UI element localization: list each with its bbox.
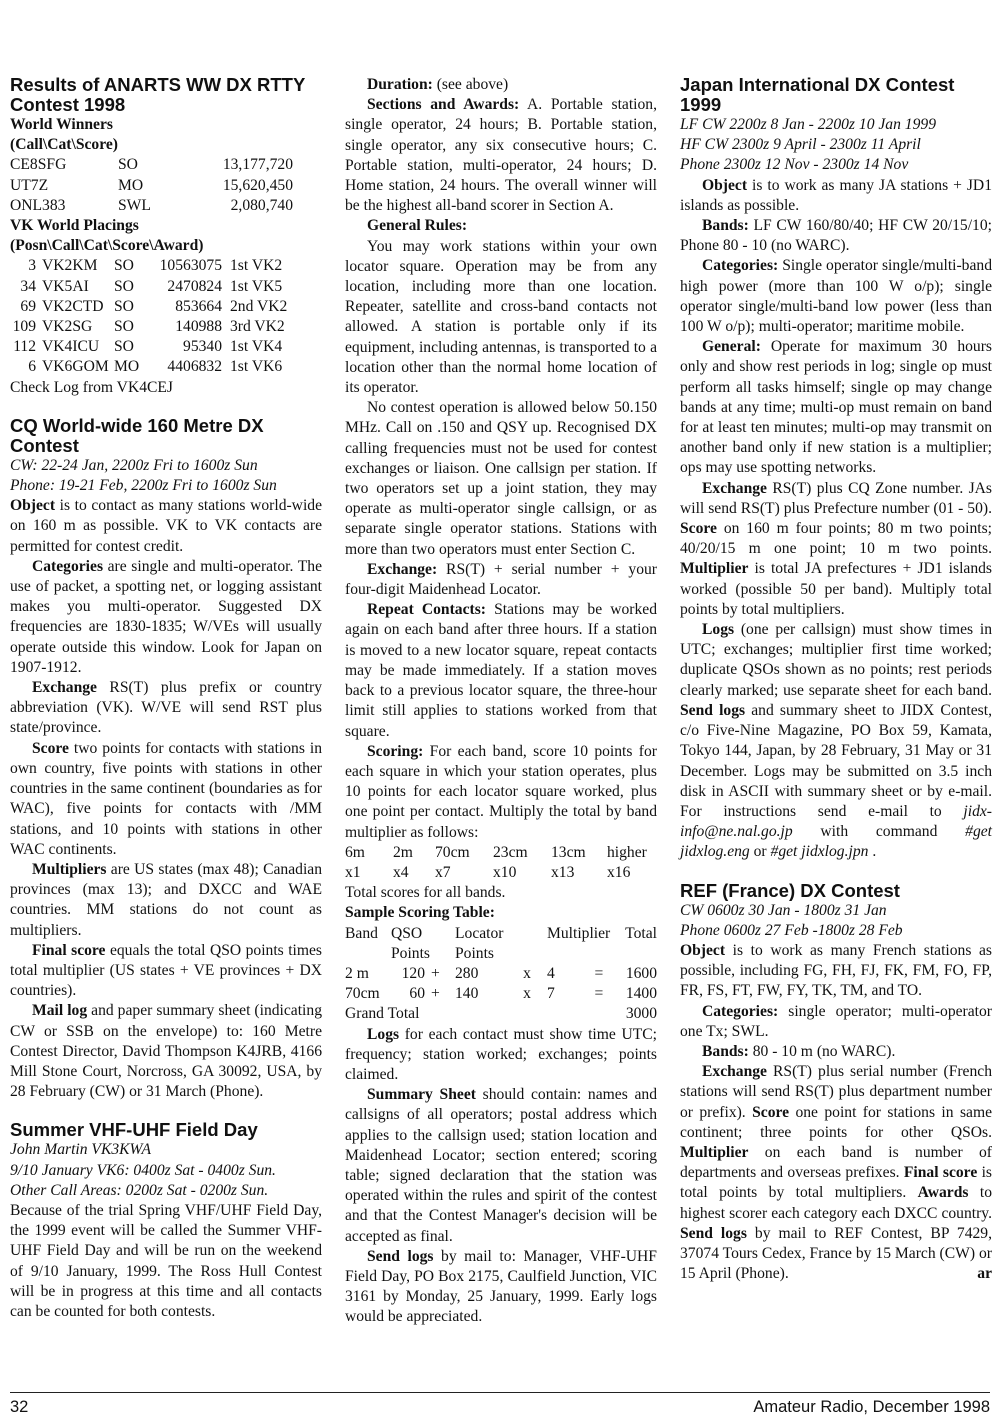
table-row	[345, 964, 657, 984]
vhf-repeat: Repeat Contacts: Stations may be worked again on each band after three hours. If a station is moved to a new locator square, repeat contacts may be made immediately. If a station moves back to a previous locator square, the three-hour limit still applies to stations worked from that square.	[345, 601, 658, 740]
magazine-issue: Amateur Radio, December 1998	[753, 1398, 990, 1416]
table-cell: VK5AI	[42, 277, 89, 295]
cq160-score: Score two points for contacts with stations in own country, five points with stations in other countries in the same continent (boundaries as for WAC), five points for contacts with /MM stations, and 10 points with stations in other WAC continents.	[10, 739, 322, 858]
table-cell: VK6GOM	[42, 358, 109, 376]
table-cell: SO	[114, 338, 134, 356]
table-cell: 2470824	[167, 277, 222, 295]
japan-exchange: Exchange RS(T) plus CQ Zone number. JAs will send RS(T) plus Prefecture number (01 - 50). Score on 160 m four points; 80 m two points; 40/20/15 m one point; 10 m two points. Multiplier is total JA prefectures + JD1 islands worked (possible 50 per band). Multiply total points by total multipliers.	[680, 479, 992, 618]
vhf-general-p2: No contest operation is allowed below 50.150 MHz. Call on .150 and QSY up. Recognised DX calling frequencies must not be used for contest exchanges or liaison. One callsign per station. If two operators set up a joint station, they may operate as multi-operator single callsign, or as separate single operator stations. Stations with more than two operators must enter Section C.	[345, 399, 657, 558]
japan-title: Japan International DX Contest 1999	[680, 74, 955, 115]
column-left	[10, 75, 322, 1322]
table-cell: 853664	[175, 297, 222, 315]
table-cell: x13	[551, 863, 575, 881]
vk-placings-heading: VK World Placings	[10, 217, 139, 235]
table-cell: x7	[435, 863, 451, 881]
japan-command-eng: #get jidxlog.eng	[680, 823, 992, 861]
table-row	[10, 176, 293, 196]
table-cell: 2nd VK2	[230, 297, 288, 315]
table-cell: 2m	[393, 843, 413, 861]
table-cell: x16	[607, 863, 631, 881]
table-cell: VK2KM	[42, 257, 98, 275]
table-cell: =	[594, 985, 604, 1003]
table-row	[10, 357, 320, 377]
table-cell: higher	[607, 843, 647, 861]
table-cell: VK2SG	[42, 318, 93, 336]
vhf-scoring: Scoring: For each band, score 10 points for each square in which your station operates, plus 10 points for each locator square worked, plus one point per contact. Multiply the total by band multiplier as follows:	[345, 742, 657, 841]
table-row	[10, 297, 320, 317]
japan-object: Object is to work as many JA stations + JD1 islands as possible.	[680, 176, 992, 214]
ref-bands: Bands: 80 - 10 m (no WARC).	[702, 1042, 896, 1060]
table-cell: 112	[13, 338, 36, 356]
vhf-dates-vk6: 9/10 January VK6: 0400z Sat - 0400z Sun.	[10, 1161, 276, 1179]
table-cell: 7	[547, 985, 555, 1003]
cq160-multipliers: Multipliers are US states (max 48); Canadian provinces (max 13); and DXCC and WAE countries. MM stations do not count as multipliers.	[10, 860, 322, 939]
table-cell: Points	[391, 944, 430, 962]
sample-scoring-table	[345, 924, 657, 1025]
table-cell: 109	[12, 318, 36, 336]
table-cell: ONL383	[10, 196, 66, 214]
band-multiplier-table	[345, 843, 657, 883]
table-cell: 140	[455, 985, 479, 1003]
table-cell: 70cm	[345, 985, 380, 1003]
world-winners-table	[10, 155, 293, 216]
table-cell: Points	[455, 944, 494, 962]
vhf-send-logs: Send logs by mail to: Manager, VHF-UHF Field Day, PO Box 2175, Caulfield Junction, VIC 3161 by Monday, 25 January, 1999. Early logs would be appreciated.	[345, 1247, 657, 1326]
ref-title: REF (France) DX Contest	[680, 879, 900, 901]
table-cell: Multiplier	[547, 924, 611, 942]
japan-categories: Categories: Single operator single/multi-band high power (more than 100 W o/p); single operator single/multi-band low power (less than 100 W o/p); multi-operator; maritime mobile.	[680, 257, 992, 336]
table-cell: 1st VK6	[230, 358, 283, 376]
column-middle	[345, 75, 657, 1328]
table-row	[10, 155, 293, 175]
vhf-sections: Sections and Awards: A. Portable station, single operator, 24 hours; B. Portable station, single operator, any six consecutive hours; C. Portable station, multi-operator, 24 hours; D. Home station, 24 hours. The overall winner will be the highest all-band scorer in Section A.	[345, 96, 657, 215]
table-cell: QSO	[391, 924, 423, 942]
table-cell: 23cm	[493, 843, 528, 861]
cq160-object: Object is to contact as many stations world-wide on 160 m as possible. VK to VK contacts are permitted for contest credit.	[10, 497, 322, 555]
table-cell: =	[594, 964, 604, 982]
table-cell: 1st VK4	[230, 338, 283, 356]
table-row	[345, 843, 657, 863]
vhf-general-p1: You may work stations within your own locator square. Operation may be from any location, including more than one location. Repeater, satellite and cross-band contacts not allowed. A station is portable only if its equipment, including antennas, is transported to a location other than the normal home location of its operator.	[345, 237, 657, 397]
table-cell: 4	[547, 964, 555, 982]
japan-dates-lf: LF CW 2200z 8 Jan - 2200z 10 Jan 1999	[680, 116, 936, 133]
japan-dates-hf: HF CW 2300z 9 April - 2300z 11 April	[680, 136, 921, 154]
table-cell: MO	[118, 176, 144, 194]
table-cell: Locator	[455, 924, 504, 942]
table-cell: 2,080,740	[230, 196, 293, 214]
table-cell: 2 m	[345, 964, 369, 982]
table-cell: 95340	[183, 338, 222, 356]
vhf-exchange: Exchange: RS(T) + serial number + your four-digit Maidenhead Locator.	[345, 560, 657, 599]
table-cell: 6m	[345, 843, 365, 861]
japan-dates-phone: Phone 2300z 12 Nov - 2300z 14 Nov	[680, 156, 909, 174]
anarts-title: Results of ANARTS WW DX RTTY Contest 1998	[10, 74, 305, 115]
table-cell: Total	[625, 924, 657, 942]
japan-email-address: jidx-info@ne.nal.go.jp	[680, 802, 992, 841]
table-cell: SWL	[118, 196, 151, 214]
table-cell: SO	[114, 297, 134, 315]
page-number: 32	[10, 1398, 29, 1416]
table-cell: 1400	[625, 985, 657, 1003]
table-cell: 69	[20, 297, 36, 315]
ref-exchange: Exchange RS(T) plus serial number (French stations will send RS(T) plus department number or prefix). Score one point for stations in same continent; three points for other QSOs. Multiplier on each band is number of departments and overseas prefixes. Final score is total points by total multipliers. Awards to highest scorer each category each DXCC country. Send logs by mail to REF Contest, BP 7429, 37074 Tours Cedex, France by 15 March (CW) or 15 April (Phone). ar	[680, 1062, 992, 1284]
table-cell: 6	[28, 358, 36, 376]
table-cell: 1st VK5	[230, 277, 283, 295]
table-cell: x4	[393, 863, 409, 881]
japan-command-jpn: #get jidxlog.jpn	[770, 843, 869, 861]
table-cell: 3000	[625, 1005, 657, 1023]
table-cell: 70cm	[435, 843, 470, 861]
ref-dates-phone: Phone 0600z 27 Feb -1800z 28 Feb	[680, 921, 903, 939]
table-row	[345, 984, 657, 1004]
table-cell: x	[523, 964, 531, 982]
table-cell: 140988	[175, 318, 222, 336]
table-cell: MO	[114, 358, 140, 376]
table-row	[10, 256, 320, 276]
table-cell: 280	[455, 964, 479, 982]
vhf-general-heading: General Rules:	[367, 217, 468, 235]
japan-logs: Logs (one per callsign) must show times in UTC; exchanges; multiplier first time worked; duplicate QSOs shown as no points; rest periods clearly marked; use separate sheet for each band. Send logs and summary sheet to JIDX Contest, c/o Five-Nine Magazine, PO Box 59, Kamata, Tokyo 144, Japan, by 28 February, 31 May or 31 December. Logs may be submitted on 3.5 inch disk in ASCII with summary sheet or by e-mail. For instructions send e-mail to jidx-info@ne.nal.go.jp with command #get jidxlog.eng or #get jidxlog.jpn .	[680, 621, 992, 861]
table-cell: SO	[114, 277, 134, 295]
cq160-final-score: Final score equals the total QSO points times total multiplier (US states + VE provinces + DX countries).	[10, 941, 322, 1000]
vhf-logs: Logs for each contact must show time UTC; frequency; station worked; exchanges; points claimed.	[345, 1025, 657, 1083]
table-row	[10, 277, 320, 297]
vhf-dates-other: Other Call Areas: 0200z Sat - 0200z Sun.	[10, 1181, 269, 1199]
ref-categories: Categories: single operator; multi-operator one Tx; SWL.	[680, 1002, 992, 1040]
vhf-author: John Martin VK3KWA	[10, 1141, 151, 1159]
ref-dates-cw: CW 0600z 30 Jan - 1800z 31 Jan	[680, 901, 887, 919]
table-cell: 3	[28, 257, 36, 275]
japan-bands: Bands: LF CW 160/80/40; HF CW 20/15/10; Phone 80 - 10 (no WARC).	[680, 217, 992, 255]
cq160-categories: Categories are single and multi-operator. The use of packet, a spotting net, or logging assistant makes you multi-operator. Suggested DX frequencies are 1830-1835; W/VEs will usually operate outside this window. Look for Japan on 1907-1912.	[10, 557, 322, 676]
cq160-dates-cw: CW: 22-24 Jan, 2200z Fri to 1600z Sun	[10, 456, 258, 474]
table-cell: x10	[493, 863, 517, 881]
check-log-note: Check Log from VK4CEJ	[10, 378, 173, 396]
cq160-exchange: Exchange RS(T) plus prefix or country abbreviation (VK). W/VE will send RST plus state/province.	[10, 679, 322, 737]
table-cell: SO	[114, 318, 134, 336]
table-cell: CE8SFG	[10, 156, 67, 174]
table-cell: 13,177,720	[222, 156, 293, 174]
table-row	[345, 1004, 657, 1024]
table-row	[345, 924, 657, 944]
ref-object: Object is to work as many French stations as possible, including FG, FH, FJ, FK, FM, FO, FP, FR, FS, FT, FW, FY, TK, TM, and TO.	[680, 941, 992, 1000]
table-row	[10, 337, 320, 357]
table-cell: SO	[118, 156, 138, 174]
table-cell: 3rd VK2	[230, 318, 285, 336]
table-row	[10, 196, 293, 216]
cq160-mail-log: Mail log and paper summary sheet (indicating CW or SSB on the envelope) to: 160 Metre Contest Director, David Thompson K4JRB, 4166 Mill Stone Court, Norcross, GA 30092, USA, by 28 February (CW) or 31 March (Phone).	[10, 1002, 322, 1101]
footer-divider	[10, 1392, 990, 1393]
table-cell: 1st VK2	[230, 257, 283, 275]
table-cell: 4406832	[167, 358, 222, 376]
table-row	[345, 863, 657, 883]
table-cell: SO	[114, 257, 134, 275]
table-cell: 13cm	[551, 843, 586, 861]
table-cell: x	[523, 985, 531, 1003]
table-cell: 1600	[625, 964, 657, 982]
table-cell: Band	[345, 924, 378, 942]
vk-placings-table	[10, 256, 320, 377]
japan-general: General: Operate for maximum 30 hours only and show rest periods in log; single op must perform all tasks himself; single op may change bands at any time; multi-op must remain on band for at least ten minutes; multi-op may transmit on another band only if new station is a multiplier; ops may use spotting networks.	[680, 338, 992, 477]
table-cell: UT7Z	[10, 176, 49, 194]
column-right	[680, 75, 992, 1284]
table-cell: 34	[20, 277, 36, 295]
table-cell: Grand Total	[345, 1005, 420, 1023]
table-cell: +	[431, 964, 440, 982]
vk-placings-columns: (Posn\Call\Cat\Score\Award)	[10, 237, 204, 255]
vhf-summary-sheet: Summary Sheet should contain: names and callsigns of all operators; postal address which applies to the callsign used; station location and Maidenhead Locator; section entered; scoring table; signed declaration that the station was operated within the rules and spirit of the contest and that the Contest Manager's decision will be accepted as final.	[345, 1086, 658, 1245]
table-cell: x1	[345, 863, 361, 881]
vhf-title: Summer VHF-UHF Field Day	[10, 1119, 258, 1141]
table-row	[10, 317, 320, 337]
table-cell: 10563075	[159, 257, 222, 275]
table-cell: 120	[401, 964, 425, 982]
table-cell: +	[431, 985, 440, 1003]
world-winners-columns: (Call\Cat\Score)	[10, 136, 118, 154]
table-cell: VK4ICU	[42, 338, 100, 356]
table-cell: VK2CTD	[42, 297, 104, 315]
table-cell: 60	[409, 985, 425, 1003]
table-row	[345, 944, 657, 964]
author-end-mark: ar	[977, 1265, 992, 1283]
vhf-duration: Duration: (see above)	[367, 76, 509, 93]
cq160-title: CQ World-wide 160 Metre DX Contest	[10, 414, 264, 456]
sample-scoring-heading: Sample Scoring Table:	[345, 904, 495, 922]
world-winners-heading: World Winners	[10, 116, 113, 133]
table-cell: 15,620,450	[222, 176, 293, 194]
cq160-dates-phone: Phone: 19-21 Feb, 2200z Fri to 1600z Sun	[10, 477, 277, 495]
vhf-total-scores: Total scores for all bands.	[345, 884, 506, 902]
vhf-intro: Because of the trial Spring VHF/UHF Field Day, the 1999 event will be called the Summer VHF-UHF Field Day and will be run on the weekend of 9/10 January, 1999. The Ross Hull Contest will be in progress at this time and all contacts can be counted for both contests.	[10, 1201, 322, 1320]
